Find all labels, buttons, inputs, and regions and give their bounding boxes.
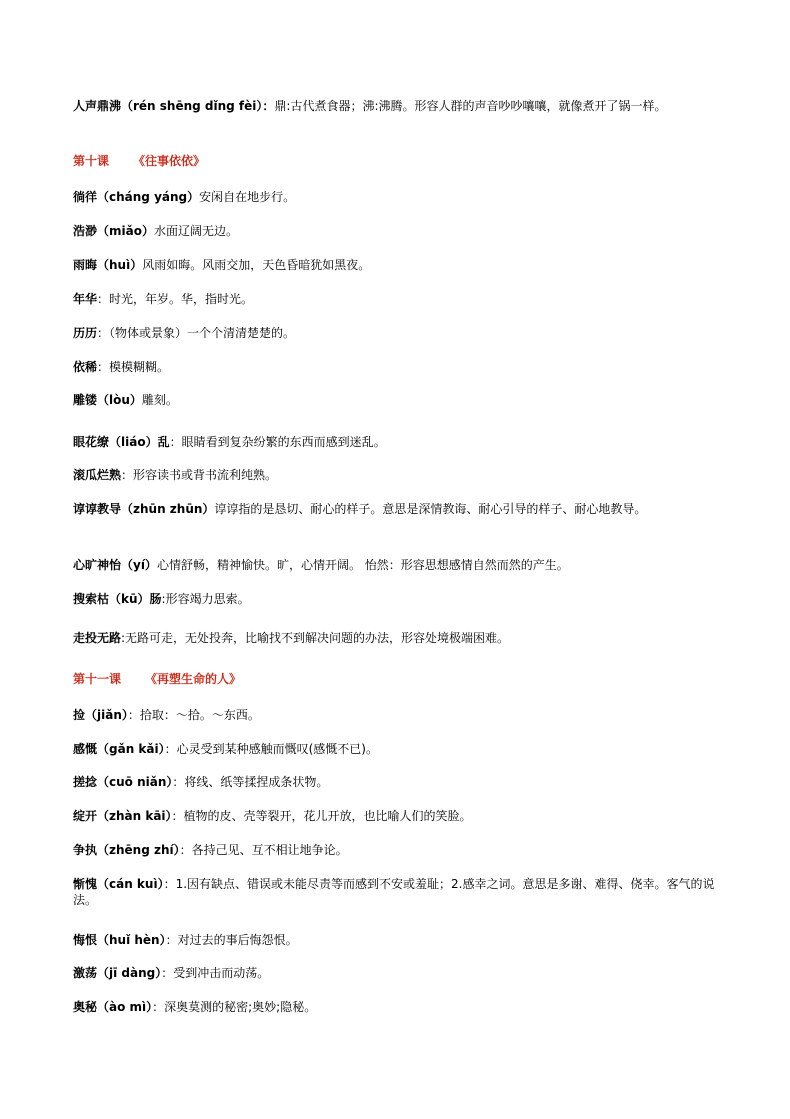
- entry-definition: ：各持己见、互不相让地争论。: [179, 843, 348, 857]
- entry-term: 眼花缭（liáo）乱: [73, 435, 170, 449]
- lesson-title: 《再塑生命的人》: [145, 672, 242, 686]
- entry-definition: ：深奥莫测的秘密;奥妙;隐秘。: [152, 1000, 317, 1014]
- entry-gungualanshu: [73, 467, 277, 483]
- entry-definition: ：1.因有缺点、错误或未能尽责等而感到不安或羞耻；2.感幸之词。意思是多谢、难得、侥幸。客气的说法。: [73, 877, 715, 907]
- entry-definition: ：拾取：～拾。～东西。: [127, 708, 260, 722]
- entry-changyang: [73, 189, 295, 205]
- entry-zhunzhunjiaodao: [73, 501, 646, 517]
- entry-definition: ：眼睛看到复杂纷繁的东西而感到迷乱。: [169, 435, 386, 449]
- lesson-number: 第十一课: [73, 672, 122, 686]
- entry-jidang: [73, 965, 269, 981]
- entry-yixi: [73, 359, 169, 375]
- entry-term: 悔恨（huǐ hèn）: [73, 933, 166, 947]
- entry-term: 搓捻（cuō niǎn）: [73, 775, 173, 789]
- entry-definition: ：模模糊糊。: [97, 360, 170, 374]
- lesson-title: 《往事依依》: [133, 154, 206, 168]
- lesson-heading-11: [73, 671, 241, 687]
- entry-term: 人声鼎沸（rén shēng dǐng fèi）：: [73, 99, 275, 113]
- entry-definition: 安闲自在地步行。: [199, 190, 296, 204]
- entry-term: 依稀: [73, 360, 98, 374]
- entry-term: 绽开（zhàn kāi）: [73, 809, 172, 823]
- entry-term: 争执（zhēng zhí）: [73, 843, 180, 857]
- entry-dialou: [73, 392, 178, 408]
- entry-term: 年华: [73, 292, 98, 306]
- entry-term: 激荡（jī dàng）: [73, 966, 162, 980]
- entry-term: 捡（jiǎn）: [73, 708, 128, 722]
- entry-definition: 心情舒畅，精神愉快。旷，心情开阔。 怡然：形容思想感情自然而然的产生。: [156, 558, 569, 572]
- entry-zhankai: [73, 808, 472, 824]
- entry-definition: 谆谆指的是恳切、耐心的样子。意思是深情教诲、耐心引导的样子、耐心地教导。: [214, 502, 647, 516]
- entry-definition: :无路可走，无处投奔，比喻找不到解决问题的办法，形容处境极端困难。: [121, 631, 510, 645]
- entry-aomi: [73, 999, 316, 1015]
- entry-haomiao: [73, 223, 238, 239]
- entry-definition: ：心灵受到某种感触而慨叹(感慨不已)。: [164, 742, 378, 756]
- entry-jian: [73, 707, 260, 723]
- entry-definition: ：形容读书或背书流利纯熟。: [121, 468, 278, 482]
- entry-definition: 风雨如晦。风雨交加，天色昏暗犹如黑夜。: [142, 258, 371, 272]
- entry-term: 感慨（gǎn kǎi）: [73, 742, 165, 756]
- entry-definition: ：植物的皮、壳等裂开，花儿开放，也比喻人们的笑脸。: [171, 809, 472, 823]
- entry-definition: 鼎:古代煮食器；沸:沸腾。形容人群的声音吵吵嚷嚷，就像煮开了锅一样。: [274, 99, 667, 113]
- entry-yuhui: [73, 257, 370, 273]
- entry-huihen: [73, 932, 298, 948]
- entry-gankai: [73, 741, 378, 757]
- entry-cuonian: [73, 774, 328, 790]
- entry-definition: ：对过去的事后悔怨恨。: [165, 933, 298, 947]
- entry-definition: :形容竭力思索。: [161, 592, 250, 606]
- entry-nianhua: [73, 291, 253, 307]
- entry-term: 奥秘（ào mì）: [73, 1000, 153, 1014]
- entry-definition: 水面辽阔无边。: [153, 224, 238, 238]
- entry-renshengdingfei: [73, 98, 728, 114]
- entry-term: 历历: [73, 326, 98, 340]
- entry-term: 走投无路: [73, 631, 122, 645]
- entry-term: 搜索枯（kū）肠: [73, 592, 162, 606]
- entry-term: 谆谆教导（zhūn zhūn）: [73, 502, 215, 516]
- entry-definition: 雕刻。: [141, 393, 178, 407]
- entry-term: 雨晦（huì）: [73, 258, 143, 272]
- lesson-number: 第十课: [73, 154, 110, 168]
- entry-term: 滚瓜烂熟: [73, 468, 122, 482]
- entry-sousuokuchang: [73, 591, 250, 607]
- entry-definition: ：（物体或景象）一个个清清楚楚的。: [97, 326, 296, 340]
- entry-cankui: [73, 876, 728, 908]
- entry-definition: ：受到冲击而动荡。: [161, 966, 270, 980]
- entry-yanhualiaoluan: [73, 434, 386, 450]
- entry-definition: ：将线、纸等揉捏成条状物。: [172, 775, 329, 789]
- entry-term: 徜徉（cháng yáng）: [73, 190, 200, 204]
- entry-zoutouwulu: [73, 630, 509, 646]
- lesson-heading-10: [73, 153, 205, 169]
- entry-term: 雕镂（lòu）: [73, 393, 142, 407]
- entry-zhengzhi: [73, 842, 348, 858]
- entry-term: 心旷神怡（yí）: [73, 558, 157, 572]
- entry-term: 浩渺（miǎo）: [73, 224, 154, 238]
- entry-term: 惭愧（cán kuì）: [73, 877, 164, 891]
- entry-definition: ：时光，年岁。华，指时光。: [97, 292, 254, 306]
- entry-lili: [73, 325, 295, 341]
- entry-xinkuangshenyi: [73, 557, 569, 573]
